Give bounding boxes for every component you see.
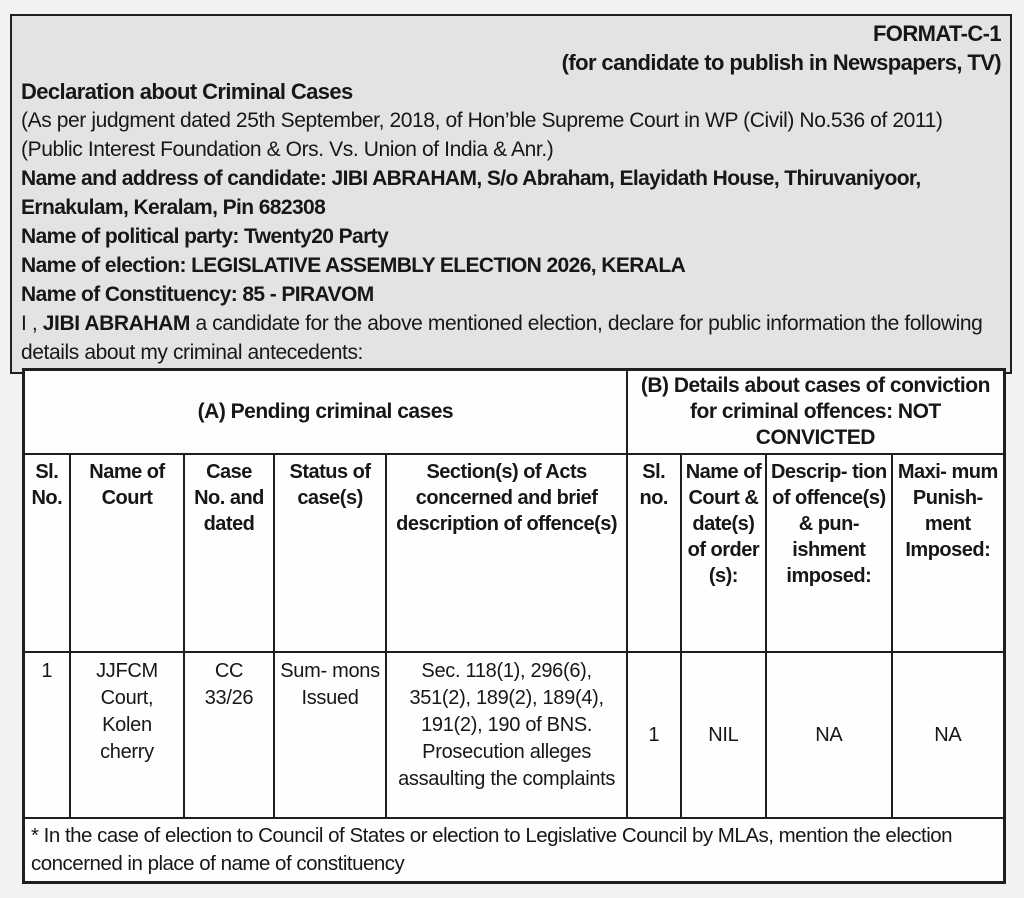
cell-court-name: JJFCM Court, Kolen cherry	[70, 652, 185, 818]
constituency-value: 85 - PIRAVOM	[237, 283, 374, 306]
column-header-offence-description: Descrip- tion of offence(s) & pun- ishment imposed:	[766, 454, 892, 652]
criminal-cases-table-block	[22, 368, 1006, 884]
declaration-statement	[21, 309, 1001, 367]
cell-case-status: Sum- mons Issued	[274, 652, 387, 818]
cell-conviction-sl-no: 1	[627, 652, 681, 818]
criminal-cases-table	[22, 368, 1006, 884]
cell-offence-description: NA	[766, 652, 892, 818]
format-label: FORMAT-C-1	[872, 21, 1001, 46]
candidate-label: Name and address of candidate:	[21, 167, 327, 190]
column-header-max-punishment: Maxi- mum Punish- ment Imposed:	[892, 454, 1005, 652]
column-header-case-no: Case No. and dated	[184, 454, 273, 652]
constituency-line	[21, 280, 1001, 309]
election-line	[21, 251, 1001, 280]
table-column-header-row	[24, 454, 1005, 652]
cell-conviction-court: NIL	[681, 652, 766, 818]
publish-note: (for candidate to publish in Newspapers, TV)	[561, 50, 1001, 75]
column-header-conviction-court: Name of Court & date(s) of order (s):	[681, 454, 766, 652]
table-footnote-row	[24, 818, 1005, 883]
statement-candidate-name: JIBI ABRAHAM	[42, 312, 191, 335]
column-header-sections-of-acts: Section(s) of Acts concerned and brief description of offence(s)	[386, 454, 626, 652]
constituency-label: Name of Constituency:	[21, 283, 238, 306]
section-a-header: (A) Pending criminal cases	[24, 370, 627, 455]
cell-sl-no: 1	[24, 652, 70, 818]
statement-suffix: a candidate for the above mentioned election, declare for public information the following details about my criminal antecedents:	[21, 312, 983, 364]
declaration-header-block	[10, 14, 1012, 374]
cell-max-punishment: NA	[892, 652, 1005, 818]
candidate-value: JIBI ABRAHAM, S/o Abraham, Elayidath House, Thiruvaniyoor, Ernakulam, Keralam, Pin 682308	[21, 167, 921, 219]
party-line	[21, 222, 1001, 251]
judgment-note: (As per judgment dated 25th September, 2018, of Hon’ble Supreme Court in WP (Civil) No.536 of 2011) (Public Interest Foundation & Ors. Vs. Union of India & Anr.)	[21, 109, 943, 161]
table-section-header-row	[24, 370, 1005, 455]
election-label: Name of election:	[21, 254, 186, 277]
table-row	[24, 652, 1005, 818]
column-header-case-status: Status of case(s)	[274, 454, 387, 652]
column-header-court-name: Name of Court	[70, 454, 185, 652]
column-header-sl-no: Sl. No.	[24, 454, 70, 652]
candidate-name-address-line	[21, 164, 1001, 222]
footnote-text: * In the case of election to Council of States or election to Legislative Council by MLAs, mention the election concerned in place of name of constituency	[24, 818, 1005, 883]
cell-case-no: CC 33/26	[184, 652, 273, 818]
party-label: Name of political party:	[21, 225, 239, 248]
party-value: Twenty20 Party	[238, 225, 389, 248]
column-header-conviction-sl-no: Sl. no.	[627, 454, 681, 652]
cell-sections-of-acts: Sec. 118(1), 296(6), 351(2), 189(2), 189(4), 191(2), 190 of BNS. Prosecution alleges assaulting the complaints	[386, 652, 626, 818]
declaration-title: Declaration about Criminal Cases	[21, 79, 353, 104]
section-b-header: (B) Details about cases of conviction for criminal offences: NOT CONVICTED	[627, 370, 1005, 455]
election-value: LEGISLATIVE ASSEMBLY ELECTION 2026, KERALA	[185, 254, 686, 277]
statement-prefix: I ,	[21, 312, 43, 335]
